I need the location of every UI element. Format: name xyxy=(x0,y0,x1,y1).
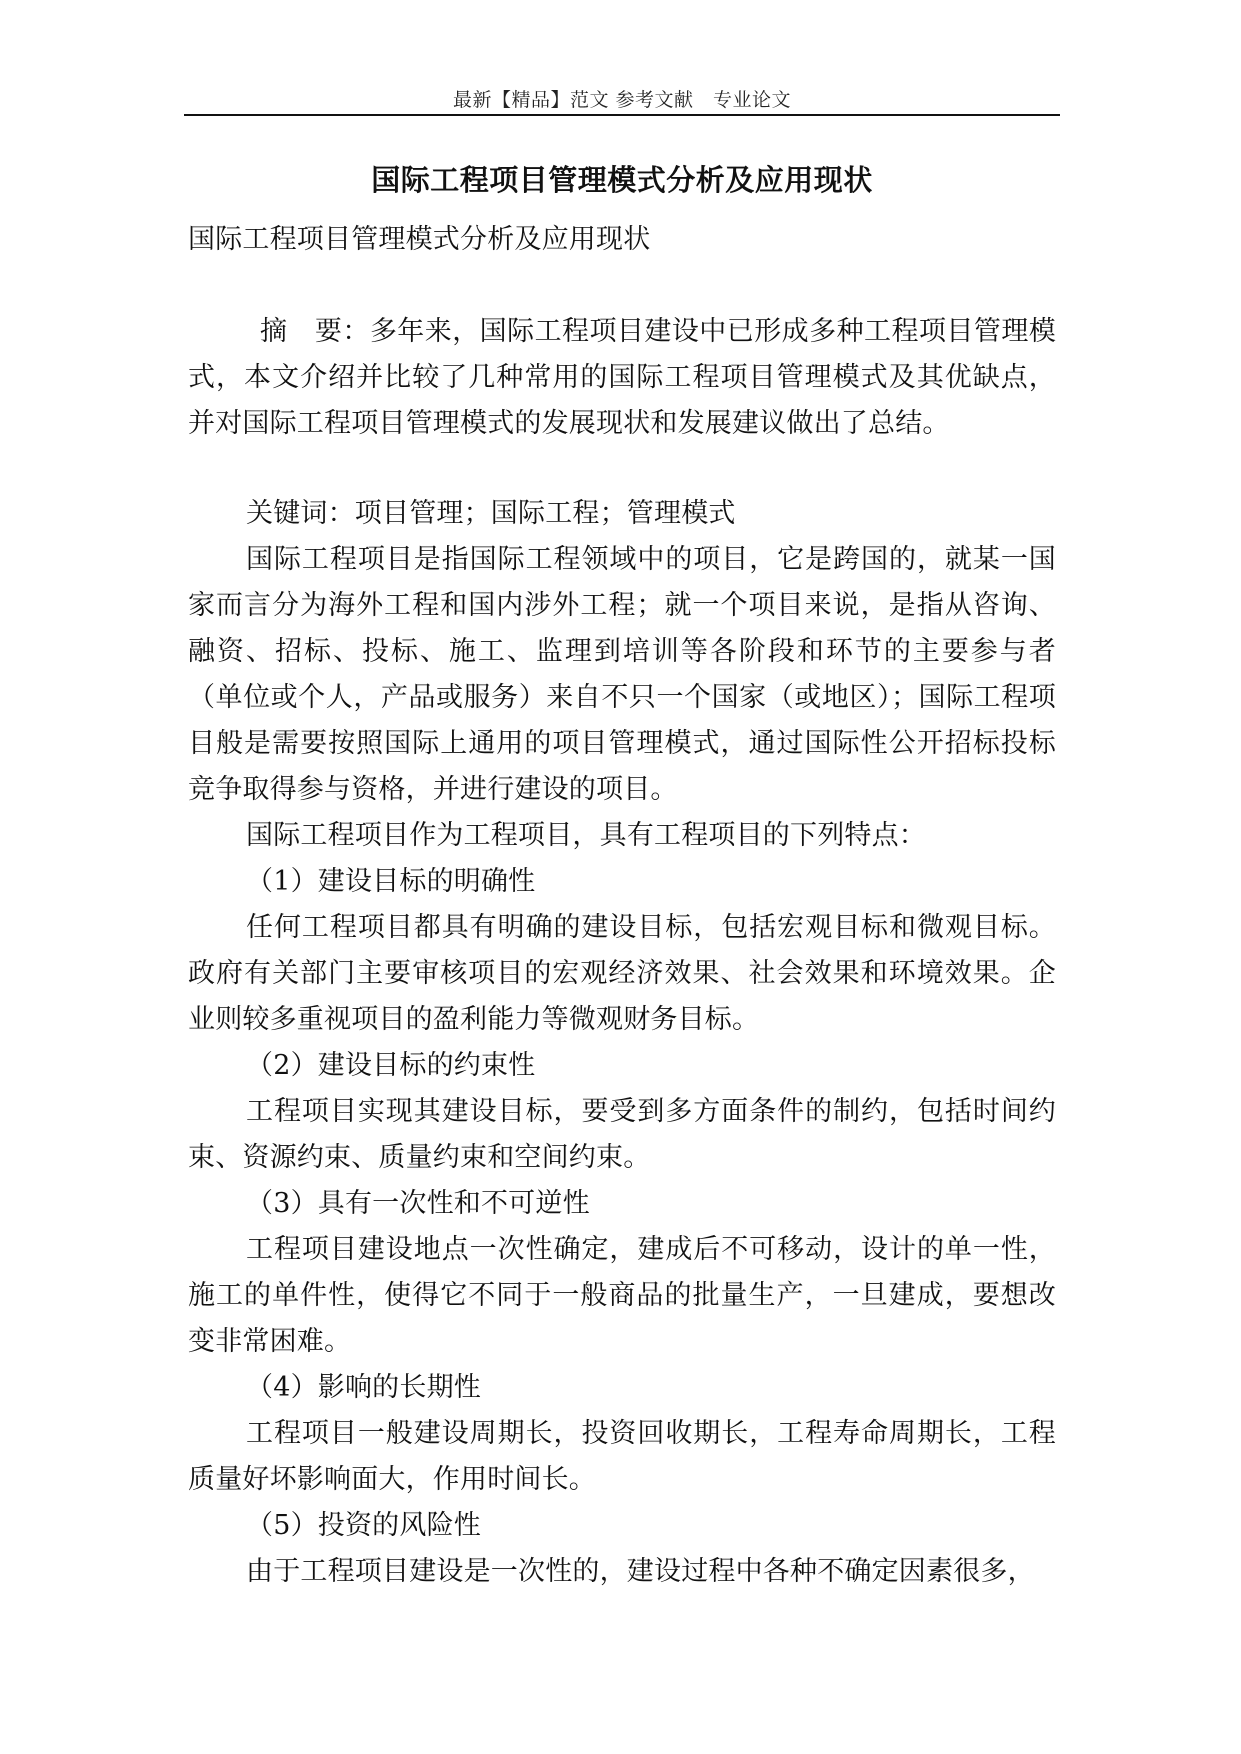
section-heading: （5）投资的风险性 xyxy=(246,1510,481,1541)
body-paragraph: 工程项目建设地点一次性确定，建成后不可移动，设计的单一性，施工的单件性，使得它不同于一般商品的批量生产，一旦建成，要想改变非常困难。 xyxy=(188,1234,1056,1357)
document-body xyxy=(188,217,1056,1595)
section-heading: （3）具有一次性和不可逆性 xyxy=(246,1188,590,1219)
document-subtitle: 国际工程项目管理模式分析及应用现状 xyxy=(188,224,651,255)
body-paragraph: 国际工程项目作为工程项目，具有工程项目的下列特点： xyxy=(246,820,926,851)
body-paragraph: 工程项目一般建设周期长，投资回收期长，工程寿命周期长，工程质量好坏影响面大，作用时间长。 xyxy=(188,1418,1056,1495)
section-heading: （1）建设目标的明确性 xyxy=(246,866,536,897)
document-title: 国际工程项目管理模式分析及应用现状 xyxy=(371,163,873,197)
header-rule xyxy=(184,114,1060,116)
keywords: 关键词：项目管理；国际工程；管理模式 xyxy=(246,498,736,529)
body-paragraph: 由于工程项目建设是一次性的，建设过程中各种不确定因素很多， xyxy=(246,1556,1035,1587)
running-header: 最新【精品】范文 参考文献 专业论文 xyxy=(452,89,792,111)
section-heading: （2）建设目标的约束性 xyxy=(246,1050,536,1081)
section-heading: （4）影响的长期性 xyxy=(246,1372,481,1403)
body-paragraph: 工程项目实现其建设目标，要受到多方面条件的制约，包括时间约束、资源约束、质量约束和空间约束。 xyxy=(188,1096,1056,1173)
body-paragraph: 国际工程项目是指国际工程领域中的项目，它是跨国的，就某一国家而言分为海外工程和国内涉外工程；就一个项目来说，是指从咨询、融资、招标、投标、施工、监理到培训等各阶段和环节的主要参与者（单位或个人，产品或服务）来自不只一个国家（或地区）；国际工程项目般是需要按照国际上通用的项目管理模式，通过国际性公开招标投标竞争取得参与资格，并进行建设的项目。 xyxy=(188,544,1056,805)
body-paragraph: 任何工程项目都具有明确的建设目标，包括宏观目标和微观目标。政府有关部门主要审核项目的宏观经济效果、社会效果和环境效果。企业则较多重视项目的盈利能力等微观财务目标。 xyxy=(188,912,1056,1035)
abstract: 摘 要：多年来，国际工程项目建设中已形成多种工程项目管理模式，本文介绍并比较了几种常用的国际工程项目管理模式及其优缺点，并对国际工程项目管理模式的发展现状和发展建议做出了总结。 xyxy=(188,316,1056,439)
